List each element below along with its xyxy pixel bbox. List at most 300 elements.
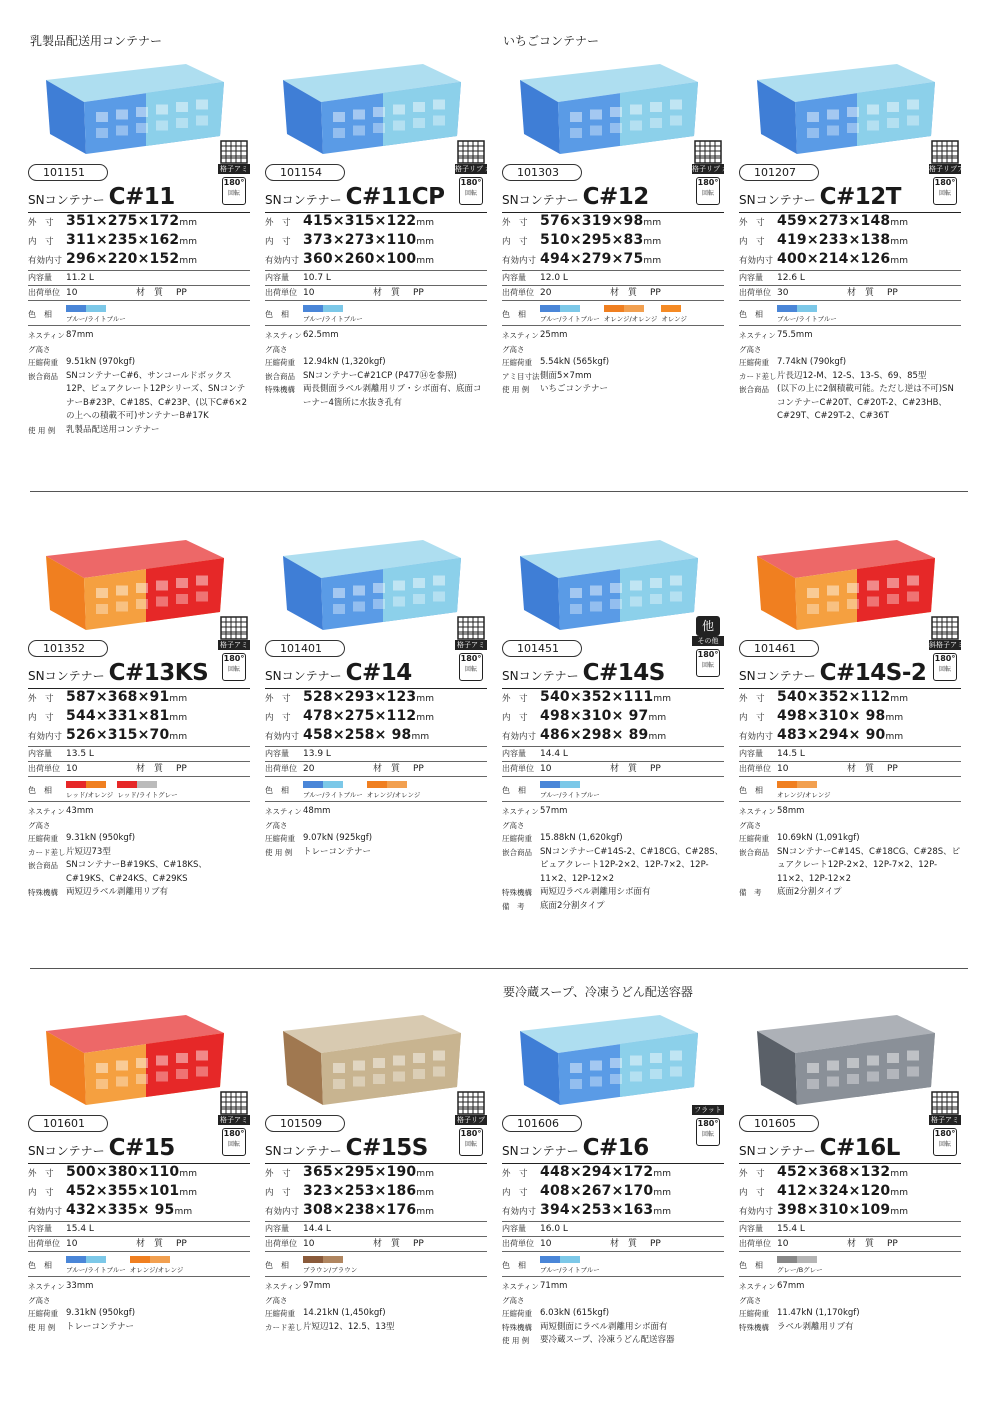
spec-notes [739,1280,961,1334]
product-code: 101461 [739,640,819,657]
outer-dims: 452×368×132mm [777,1164,909,1180]
product-image [265,995,487,1113]
product-card [739,520,964,900]
color-label: レッド/ライトグレー [117,791,178,799]
inner-dims: 478×275×112mm [303,708,435,724]
outer-dims: 587×368×91mm [66,689,188,705]
note-key: 圧縮荷重 [739,358,769,367]
outer-dims: 540×352×112mm [777,689,909,705]
badge-label: 格子リブ [457,1116,485,1124]
crate-illustration [510,50,700,158]
note-value: ラベル剥離用リブ有 [777,1321,854,1332]
crate-illustration [747,526,937,634]
capacity-row: 内容量 14.5 L [739,746,961,761]
note-key: 嵌合商品 [502,847,532,857]
note-value: 9.31kN (950kgf) [66,833,136,843]
note-key: 使 用 例 [502,385,530,394]
note-key: 特殊機構 [28,888,58,897]
note-value: 75.5mm [777,330,813,340]
note-value: 乳製品配送用コンテナー [66,424,160,435]
spec-note [502,886,724,900]
spec-note [265,1307,487,1321]
spec-note [28,886,250,900]
color-row: 色 相 ブルー/ライトブルー [28,300,250,326]
spec-note [739,886,961,900]
note-value: 14.21kN (1,450kgf) [303,1308,386,1318]
effective-dims: 432×335× 95mm [66,1202,193,1218]
note-key: 備 考 [502,901,525,911]
outer-dims: 576×319×98mm [540,213,662,229]
capacity-row: 内容量 15.4 L [28,1221,250,1236]
note-key: 備 考 [739,888,762,897]
color-swatch [66,781,113,801]
unit-row: 出荷単位 30 材 質 PP [739,285,961,300]
product-code: 101303 [502,164,582,181]
color-swatch [777,781,831,801]
rotate-180-icon: 180° 回転 [459,653,483,681]
note-value: 10.69kN (1,091kgf) [777,833,860,843]
unit-row: 出荷単位 20 材 質 PP [265,761,487,776]
product-title: SNコンテナー C#12T [739,184,901,210]
dimensions: 外 寸 415×315×122mm 内 寸 373×273×110mm 有効内寸 360×260×100mm [265,212,487,270]
color-row: 色 相 ブラウン/ブラウン [265,1251,487,1277]
badge-label: 格子リブ 水抜き孔有 [455,165,521,173]
inner-dims: 452×355×101mm [66,1183,198,1199]
dimensions: 外 寸 452×368×132mm 内 寸 412×324×120mm 有効内寸 398×310×109mm [739,1163,961,1221]
model-name: C#16L [819,1135,900,1161]
dimensions: 外 寸 528×293×123mm 内 寸 478×275×112mm 有効内寸 458×258× 98mm [265,688,487,746]
badge-label: フラット [692,1105,724,1115]
color-label: レッド/オレンジ [66,791,114,799]
color-label: ブラウン/ブラウン [303,1266,358,1274]
product-card [739,995,961,1334]
color-swatch [303,1256,357,1276]
note-key: 特殊機構 [265,385,295,394]
effective-dims: 483×294× 90mm [777,727,904,743]
product-image [502,520,724,638]
product-image [739,995,961,1113]
spec-note [28,370,250,424]
badge-label: 格子アミ [220,165,248,173]
note-key: 特殊機構 [502,888,532,897]
product-card [739,44,971,424]
dimensions: 外 寸 540×352×111mm 内 寸 498×310× 97mm 有効内寸 486×298× 89mm [502,688,724,746]
section-label-soup: 要冷蔵スープ、冷凍うどん配送容器 [503,985,693,999]
dimensions: 外 寸 459×273×148mm 内 寸 419×233×138mm 有効内寸 400×214×126mm [739,212,961,270]
other-icon: 他 [696,616,720,636]
badge-label: その他 [692,636,724,646]
outer-dims: 528×293×123mm [303,689,435,705]
product-title: SNコンテナー C#11 [28,184,175,210]
color-label: ブルー/ライトブルー [303,315,363,323]
product-code: 101207 [739,164,819,181]
crate-illustration [273,1001,463,1109]
product-image [265,44,487,162]
spec-note [28,356,250,370]
note-value: 両長側面ラベル剥離用リブ・シボ面有、底面コーナー4箇所に水抜き孔有 [303,384,482,408]
unit-row: 出荷単位 10 材 質 PP [502,1236,724,1251]
product-title: SNコンテナー C#12 [502,184,649,210]
unit-row: 出荷単位 10 材 質 PP [28,761,250,776]
spec-note [739,1307,961,1321]
note-key: 圧縮荷重 [265,834,295,843]
product-title: SNコンテナー C#16L [739,1135,900,1161]
note-key: カード差し [28,847,66,857]
grid-pattern-icon [457,140,485,164]
unit-row: 出荷単位 10 材 質 PP [502,761,724,776]
inner-dims: 412×324×120mm [777,1183,909,1199]
dimensions: 外 寸 500×380×110mm 内 寸 452×355×101mm 有効内寸 432×335× 95mm [28,1163,250,1221]
note-key: アミ目寸法 [502,371,540,381]
spec-note [28,805,250,832]
color-row: 色 相 ブルー/ライトブルー オレンジ/オレンジ オレンジ [502,300,724,326]
note-value: 底面2分割タイプ [540,900,605,911]
note-value: 71mm [540,1281,568,1291]
badge-label: 斜格子アミ [929,641,964,649]
note-key: 使 用 例 [265,847,293,857]
spec-notes [265,329,487,410]
unit-row: 出荷単位 10 材 質 PP [28,1236,250,1251]
divider-1 [30,491,968,492]
crate-illustration [510,526,700,634]
color-label: オレンジ/オレンジ [777,791,831,799]
crate-illustration [36,50,226,158]
capacity-row: 内容量 13.5 L [28,746,250,761]
capacity-row: 内容量 14.4 L [265,1221,487,1236]
color-label: ブルー/ライトブルー [540,791,600,799]
unit-row: 出荷単位 10 材 質 PP [739,1236,961,1251]
note-key: 圧縮荷重 [28,834,58,843]
color-swatch [117,781,177,801]
product-code: 101509 [265,1115,345,1132]
note-value: 12.94kN (1,320kgf) [303,357,386,367]
crate-illustration [273,50,463,158]
product-title: SNコンテナー C#15S [265,1135,428,1161]
product-code: 101606 [502,1115,582,1132]
spec-note [502,1280,724,1307]
note-key: ネスティング高さ [265,331,302,354]
spec-note [265,1321,487,1335]
capacity-row: 内容量 12.6 L [739,270,961,285]
crate-illustration [510,1001,700,1109]
note-value: 43mm [66,806,94,816]
crate-illustration [747,1001,937,1109]
dimensions: 外 寸 365×295×190mm 内 寸 323×253×186mm 有効内寸 308×238×176mm [265,1163,487,1221]
spec-note [739,805,961,832]
note-value: 9.51kN (970kgf) [66,357,136,367]
note-key: ネスティング高さ [502,331,539,354]
note-value: 片短辺12、12.5、13型 [303,1321,395,1332]
note-value: SNコンテナーB#19KS、C#18KS、C#19KS、C#24KS、C#29KS [66,860,207,884]
effective-dims: 458×258× 98mm [303,727,430,743]
note-key: 圧縮荷重 [28,358,58,367]
section-label-dairy: 乳製品配送用コンテナー [30,34,163,48]
spec-note [739,846,961,887]
note-key: 嵌合商品 [28,861,58,870]
spec-notes [502,329,724,397]
unit-row: 出荷単位 10 材 質 PP [739,761,961,776]
spec-note [28,859,250,886]
color-row: 色 相 ブルー/ライトブルー オレンジ/オレンジ [265,776,487,802]
note-value: 97mm [303,1281,331,1291]
rotate-180-icon: 180° 回転 [222,653,246,681]
product-image [739,44,961,162]
color-swatch [661,305,687,325]
inner-dims: 498×310× 98mm [777,708,904,724]
product-title: SNコンテナー C#14S [502,660,665,686]
spec-note [28,1321,250,1335]
inner-dims: 311×235×162mm [66,232,198,248]
capacity-row: 内容量 15.4 L [739,1221,961,1236]
outer-dims: 540×352×111mm [540,689,672,705]
note-key: 嵌合商品 [28,371,58,381]
note-key: 圧縮荷重 [265,1309,295,1318]
spec-note [28,424,250,438]
capacity-row: 内容量 16.0 L [502,1221,724,1236]
grid-pattern-icon [220,1091,248,1115]
note-value: 要冷蔵スープ、冷凍うどん配送容器 [540,1335,675,1345]
product-title: SNコンテナー C#13KS [28,660,209,686]
color-swatch [540,781,600,801]
spec-note [502,1307,724,1321]
color-label: オレンジ/オレンジ [603,315,658,323]
spec-notes [739,329,961,424]
model-name: C#14S [582,660,665,686]
note-value: 7.74kN (790kgf) [777,357,847,367]
note-value: 5.54kN (565kgf) [540,357,610,367]
spec-note [265,1280,487,1307]
note-value: 9.31kN (950kgf) [66,1308,136,1318]
note-value: SNコンテナーC#14S、C#18CG、C#28S、ピュアクレート12P-2×2、12P-7×2、12P-11×2、12P-12×2 [777,846,961,884]
color-swatch [367,781,421,801]
product-code: 101401 [265,640,345,657]
unit-row: 出荷単位 10 材 質 PP [265,1236,487,1251]
effective-dims: 308×238×176mm [303,1202,435,1218]
dimensions: 外 寸 576×319×98mm 内 寸 510×295×83mm 有効内寸 494×279×75mm [502,212,724,270]
spec-notes [502,1280,724,1348]
note-value: 48mm [303,806,331,816]
spec-note [28,1280,250,1307]
product-image [28,520,250,638]
spec-note [502,846,724,887]
product-card [28,44,250,437]
spec-note [265,846,487,860]
spec-notes [28,805,250,900]
grid-pattern-icon [931,1091,959,1115]
product-title: SNコンテナー C#11CP [265,184,445,210]
spec-note [739,329,961,356]
note-value: SNコンテナーC#6、サンコールドボックス12P、ピュアクレート12Pシリーズ、SNコンテナーB#23P、C#18S、C#23P、(以下C#6×2の上への積載不可)サンテナーB#17K [66,370,247,421]
product-card [502,520,724,913]
note-key: 嵌合商品 [739,847,769,857]
note-key: 圧縮荷重 [739,1309,769,1318]
color-swatch [540,1256,600,1276]
product-card [28,995,250,1334]
color-label: オレンジ/オレンジ [129,1266,184,1274]
note-value: SNコンテナーC#21CP (P477⑭を参照) [303,370,457,381]
product-title: SNコンテナー C#14 [265,660,412,686]
grid-pattern-icon [457,1091,485,1115]
product-card [265,995,487,1334]
inner-dims: 408×267×170mm [540,1183,672,1199]
spec-notes [265,1280,487,1334]
model-name: C#16 [582,1135,649,1161]
note-value: トレーコンテナー [66,1321,135,1332]
effective-dims: 394×253×163mm [540,1202,672,1218]
model-name: C#13KS [108,660,209,686]
badge-label: 格子アミ [220,641,248,649]
spec-note [265,832,487,846]
capacity-row: 内容量 13.9 L [265,746,487,761]
color-swatch [303,781,363,801]
spec-notes [28,1280,250,1334]
color-swatch [540,305,600,325]
dimensions: 外 寸 448×294×172mm 内 寸 408×267×170mm 有効内寸 394×253×163mm [502,1163,724,1221]
product-code: 101451 [502,640,582,657]
spec-note [28,832,250,846]
note-key: ネスティング高さ [265,1282,302,1305]
inner-dims: 419×233×138mm [777,232,909,248]
spec-note [265,383,487,410]
product-image [502,44,724,162]
color-label: オレンジ [661,315,688,323]
effective-dims: 486×298× 89mm [540,727,667,743]
color-label: ブルー/ライトブルー [66,1266,126,1274]
outer-dims: 459×273×148mm [777,213,909,229]
spec-note [28,329,250,356]
crate-illustration [36,1001,226,1109]
note-value: 両短辺ラベル剥離用リブ有 [66,887,169,897]
model-name: C#12T [819,184,901,210]
spec-note [502,370,724,384]
note-key: 使 用 例 [502,1336,530,1345]
dimensions: 外 寸 540×352×112mm 内 寸 498×310× 98mm 有効内寸 483×294× 90mm [739,688,961,746]
product-code: 101605 [739,1115,819,1132]
section-label-strawberry: いちごコンテナー [503,34,600,48]
spec-note [739,383,961,424]
color-swatch [66,1256,126,1276]
color-swatch [604,305,658,325]
grid-pattern-icon [694,140,722,164]
color-row: 色 相 ブルー/ライトブルー [502,1251,724,1277]
note-value: SNコンテナーC#14S-2、C#18CG、C#28S、ピュアクレート12P-2×2、12P-7×2、12P-11×2、12P-12×2 [540,846,724,884]
outer-dims: 365×295×190mm [303,1164,435,1180]
color-label: ブルー/ライトブルー [777,315,837,323]
color-row: 色 相 ブルー/ライトブルー [265,300,487,326]
note-value: 片長辺12-M、12-S、13-S、69、85型 [777,370,927,381]
rotate-180-icon: 180° 回転 [696,1118,720,1146]
inner-dims: 498×310× 97mm [540,708,667,724]
color-row: 色 相 レッド/オレンジ レッド/ライトグレー [28,776,250,802]
color-row: 色 相 ブルー/ライトブルー オレンジ/オレンジ [28,1251,250,1277]
color-swatch [777,1256,823,1276]
rotate-180-icon: 180° 回転 [222,177,246,205]
model-name: C#11 [108,184,175,210]
dimensions: 外 寸 587×368×91mm 内 寸 544×331×81mm 有効内寸 526×315×70mm [28,688,250,746]
model-name: C#11CP [345,184,445,210]
spec-note [28,846,250,860]
note-value: 9.07kN (925kgf) [303,833,373,843]
note-value: 67mm [777,1281,805,1291]
outer-dims: 500×380×110mm [66,1164,198,1180]
note-value: 58mm [777,806,805,816]
note-value: 11.47kN (1,170kgf) [777,1308,860,1318]
badge-label: 格子アミ [220,1116,248,1124]
product-title: SNコンテナー C#14S-2 [739,660,927,686]
effective-dims: 296×220×152mm [66,251,198,267]
grid-pattern-icon [220,140,248,164]
note-value: 87mm [66,330,94,340]
grid-pattern-icon [931,616,959,640]
unit-row: 出荷単位 10 材 質 PP [265,285,487,300]
grid-pattern-icon [220,616,248,640]
unit-row: 出荷単位 10 材 質 PP [28,285,250,300]
effective-dims: 398×310×109mm [777,1202,909,1218]
model-name: C#15 [108,1135,175,1161]
spec-note [502,383,724,397]
note-key: 嵌合商品 [265,371,295,381]
color-label: ブルー/ライトブルー [540,1266,600,1274]
color-label: ブルー/ライトブルー [66,315,126,323]
product-image [28,44,250,162]
rotate-180-icon: 180° 回転 [222,1128,246,1156]
divider-2 [30,968,968,969]
rotate-180-icon: 180° 回転 [459,1128,483,1156]
badge-label: 格子リブアミ [929,165,971,173]
color-swatch [130,1256,184,1276]
note-value: 57mm [540,806,568,816]
spec-note [739,1321,961,1335]
color-swatch [303,305,363,325]
note-value: 両短辺ラベル剥離用シボ面有 [540,887,651,897]
product-title: SNコンテナー C#15 [28,1135,175,1161]
badge-label: 格子リブ 水抜き孔有 [692,165,758,173]
note-key: 使 用 例 [28,1322,56,1332]
product-card [502,995,724,1348]
model-name: C#14 [345,660,412,686]
product-card [28,520,250,900]
crate-illustration [273,526,463,634]
note-value: 15.88kN (1,620kgf) [540,833,623,843]
color-row: 色 相 グレー/Bグレー [739,1251,961,1277]
grid-pattern-icon [457,616,485,640]
product-code: 101151 [28,164,108,181]
spec-note [502,329,724,356]
spec-note [502,1321,724,1335]
spec-note [28,1307,250,1321]
spec-note [502,900,724,914]
spec-notes [502,805,724,913]
product-image [739,520,961,638]
inner-dims: 544×331×81mm [66,708,188,724]
capacity-row: 内容量 14.4 L [502,746,724,761]
note-key: ネスティング高さ [28,331,65,354]
note-value: トレーコンテナー [303,846,372,857]
product-code: 101352 [28,640,108,657]
inner-dims: 373×273×110mm [303,232,435,248]
note-key: 圧縮荷重 [28,1309,58,1318]
spec-note [265,370,487,384]
product-code: 101154 [265,164,345,181]
color-label: オレンジ/オレンジ [366,791,421,799]
note-key: ネスティング高さ [502,1282,539,1305]
outer-dims: 448×294×172mm [540,1164,672,1180]
note-key: 特殊機構 [502,1322,532,1332]
note-value: 62.5mm [303,330,339,340]
spec-note [265,329,487,356]
note-key: ネスティング高さ [739,1282,776,1305]
note-key: 圧縮荷重 [739,834,769,843]
